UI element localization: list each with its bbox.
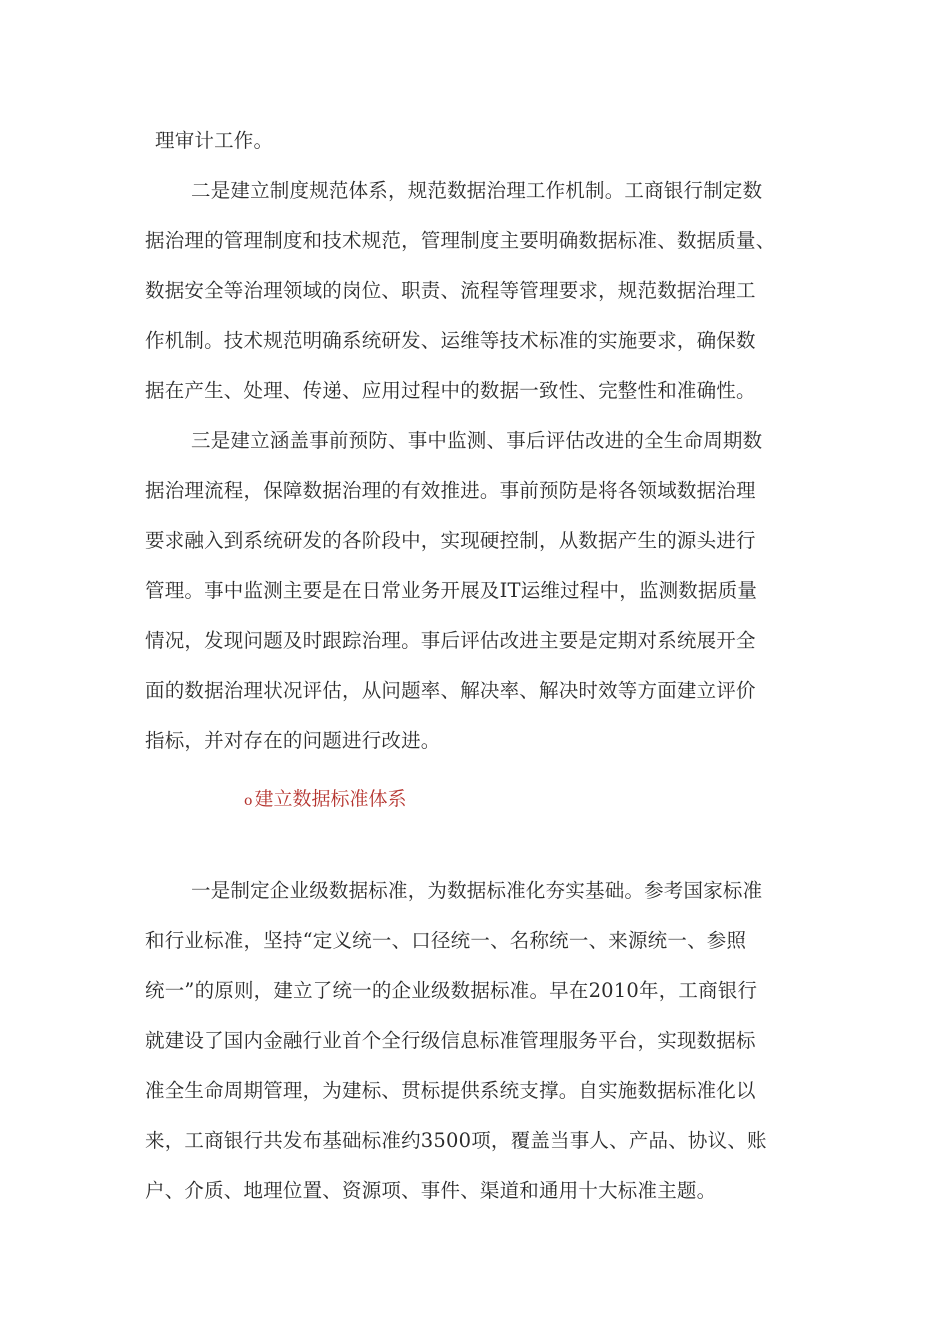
paragraph-line: 户、介质、地理位置、资源项、事件、渠道和通用十大标准主题。 bbox=[145, 1179, 717, 1202]
paragraph-line: 数据安全等治理领域的岗位、职责、流程等管理要求，规范数据治理工 bbox=[145, 279, 756, 302]
section-heading bbox=[244, 786, 406, 814]
paragraph-line: 据在产生、处理、传递、应用过程中的数据一致性、完整性和准确性。 bbox=[145, 379, 756, 402]
paragraph-line: 指标，并对存在的问题进行改进。 bbox=[145, 729, 441, 752]
paragraph-line: 来，工商银行共发布基础标准约3500项，覆盖当事人、产品、协议、账 bbox=[145, 1129, 767, 1152]
bullet-icon: o bbox=[244, 793, 253, 809]
paragraph-line: 统一”的原则，建立了统一的企业级数据标准。早在2010年，工商银行 bbox=[145, 979, 758, 1002]
section-heading-text: 建立数据标准体系 bbox=[254, 788, 407, 810]
paragraph-line: 据治理的管理制度和技术规范，管理制度主要明确数据标准、数据质量、 bbox=[145, 229, 776, 252]
paragraph-line: 管理。事中监测主要是在日常业务开展及IT运维过程中，监测数据质量 bbox=[145, 579, 758, 602]
paragraph-line: 就建设了国内金融行业首个全行级信息标准管理服务平台，实现数据标 bbox=[145, 1029, 756, 1052]
paragraph-line: 二是建立制度规范体系，规范数据治理工作机制。工商银行制定数 bbox=[191, 179, 763, 202]
paragraph-line: 一是制定企业级数据标准，为数据标准化夯实基础。参考国家标准 bbox=[191, 879, 763, 902]
paragraph-line: 准全生命周期管理，为建标、贯标提供系统支撑。自实施数据标准化以 bbox=[145, 1079, 756, 1102]
paragraph-line: 作机制。技术规范明确系统研发、运维等技术标准的实施要求，确保数 bbox=[145, 329, 756, 352]
paragraph-line: 要求融入到系统研发的各阶段中，实现硬控制，从数据产生的源头进行 bbox=[145, 529, 756, 552]
paragraph-line: 情况，发现问题及时跟踪治理。事后评估改进主要是定期对系统展开全 bbox=[145, 629, 756, 652]
paragraph-line: 面的数据治理状况评估，从问题率、解决率、解决时效等方面建立评价 bbox=[145, 679, 756, 702]
paragraph-line: 和行业标准，坚持“定义统一、口径统一、名称统一、来源统一、参照 bbox=[145, 929, 747, 952]
fragment-line: 理审计工作。 bbox=[155, 129, 274, 152]
paragraph-line: 三是建立涵盖事前预防、事中监测、事后评估改进的全生命周期数 bbox=[191, 429, 763, 452]
paragraph-line: 据治理流程，保障数据治理的有效推进。事前预防是将各领域数据治理 bbox=[145, 479, 756, 502]
